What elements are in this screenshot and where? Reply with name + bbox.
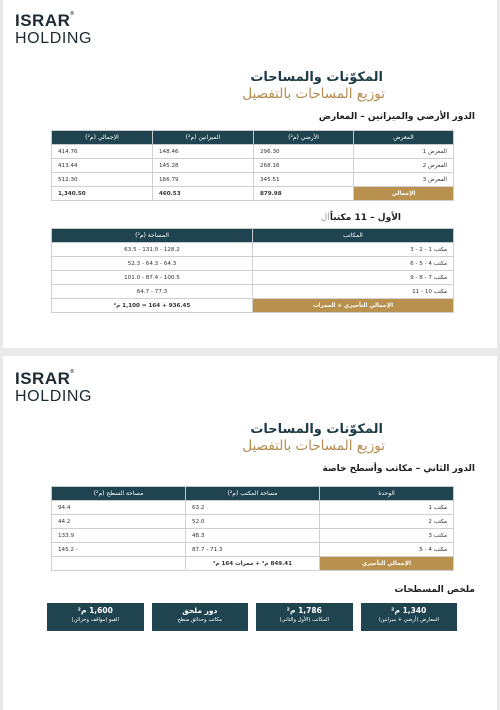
table-cell: 849.41 م² + ممرات 164 م² [186, 557, 320, 571]
section-heading-first-floor: الأول – 11 مكتباًال [320, 213, 401, 223]
table-total-row [52, 299, 454, 313]
column-header: الوحدة [320, 487, 454, 501]
summary-heading: ملخص المسطحات [394, 585, 475, 595]
section-heading-second-floor: الدور الثاني – مكاتب وأسطح خاصة [322, 464, 475, 474]
card-caption: مكاتب وحدائق سطح [177, 617, 223, 623]
table-cell: 879.98 [254, 187, 354, 201]
table-cell: مكتب 1 [320, 501, 454, 515]
column-header: المعرض [354, 131, 454, 145]
table-row [52, 501, 454, 515]
table-cell: 145.28 [153, 159, 254, 173]
table-cell: 44.2 [52, 515, 186, 529]
table-cell: مكتب 4 - 5 [320, 543, 454, 557]
table-cell: 133.9 [52, 529, 186, 543]
table-row [52, 515, 454, 529]
showrooms-table [51, 130, 454, 201]
israr-holding-logo: ISRAR® HOLDING [15, 11, 93, 47]
table-cell: 100.5 - 87.4 - 101.0 [52, 271, 253, 285]
table-cell: 63.2 [186, 501, 320, 515]
table-cell: 268.16 [254, 159, 354, 173]
total-label: الإجمالي التأجيري [320, 557, 454, 571]
table-cell: 64.3 - 64.3 - 52.3 [52, 257, 253, 271]
table-cell: 77.3 - 64.7 [52, 285, 253, 299]
table-row [52, 271, 454, 285]
page-title: المكوّنات والمساحات [250, 70, 383, 85]
card-caption: المكاتب (الأول والثاني) [279, 617, 329, 623]
table-header-row [52, 229, 454, 243]
column-header: مساحة المكتب (م²) [186, 487, 320, 501]
table-cell: مكتب 1 - 2 - 3 [253, 243, 454, 257]
summary-card-annex [152, 603, 249, 631]
israr-holding-logo: ISRAR® HOLDING [15, 369, 93, 405]
summary-cards [47, 603, 457, 631]
table-cell [52, 557, 186, 571]
table-cell: 414.76 [52, 145, 153, 159]
table-row [52, 529, 454, 543]
section-heading-ground-mezzanine: الدور الأرضي والميزانين – المعارض [318, 112, 475, 122]
table-cell: 128.2 - 131.0 - 63.5 [52, 243, 253, 257]
table-header-row [52, 487, 454, 501]
table-cell: المعرض 2 [354, 159, 454, 173]
total-label: الإجمالي التأجيري + الممرات [253, 299, 454, 313]
column-header: مساحة السطح (م²) [52, 487, 186, 501]
page-subtitle: توزيع المساحات بالتفصيل [242, 438, 385, 454]
card-value: 1,786 م² [286, 606, 322, 615]
table-row [52, 543, 454, 557]
table-cell: المعرض 1 [354, 145, 454, 159]
summary-card-showrooms [361, 603, 458, 631]
second-floor-table [51, 486, 454, 571]
card-value: 1,600 م² [77, 606, 113, 615]
column-header: المكاتب [253, 229, 454, 243]
table-cell: مكتب 3 [320, 529, 454, 543]
summary-card-offices [256, 603, 353, 631]
table-total-row [52, 557, 454, 571]
table-cell: مكتب 2 [320, 515, 454, 529]
table-header-row [52, 131, 454, 145]
table-total-row [52, 187, 454, 201]
card-caption: القبو (مواقف وخزائن) [71, 617, 119, 623]
first-floor-offices-table [51, 228, 454, 313]
table-cell: 148.46 [153, 145, 254, 159]
table-cell: المعرض 3 [354, 173, 454, 187]
table-cell: 345.51 [254, 173, 354, 187]
column-header: الميزانين (م²) [153, 131, 254, 145]
column-header: الإجمالي (م²) [52, 131, 153, 145]
table-row [52, 257, 454, 271]
table-cell: مكتب 10 - 11 [253, 285, 454, 299]
table-row [52, 285, 454, 299]
table-cell: 296.30 [254, 145, 354, 159]
table-cell: 145.2 - [52, 543, 186, 557]
card-caption: المعارض (أرضي + ميزانين) [378, 617, 439, 623]
table-cell: مكتب 7 - 8 - 9 [253, 271, 454, 285]
table-cell: 94.4 [52, 501, 186, 515]
table-row [52, 145, 454, 159]
page-2 [3, 356, 497, 710]
column-header: الأرضي (م²) [254, 131, 354, 145]
table-cell: 166.79 [153, 173, 254, 187]
card-value: دور ملحق [182, 606, 218, 615]
total-label: الإجمالي [354, 187, 454, 201]
table-cell: 936.45 + 164 = 1,100 م² [52, 299, 253, 313]
table-cell: 460.53 [153, 187, 254, 201]
table-cell: 1,340.50 [52, 187, 153, 201]
summary-card-basement [47, 603, 144, 631]
page-title: المكوّنات والمساحات [250, 422, 383, 437]
table-cell: 48.3 [186, 529, 320, 543]
table-cell: 87.7 - 71.3 [186, 543, 320, 557]
card-value: 1,340 م² [391, 606, 427, 615]
table-row [52, 173, 454, 187]
column-header: المساحة (م²) [52, 229, 253, 243]
table-cell: مكتب 4 - 5 - 6 [253, 257, 454, 271]
table-row [52, 159, 454, 173]
page-subtitle: توزيع المساحات بالتفصيل [242, 86, 385, 102]
table-cell: 52.0 [186, 515, 320, 529]
page-1 [3, 0, 497, 348]
table-cell: 413.44 [52, 159, 153, 173]
table-cell: 512.30 [52, 173, 153, 187]
table-row [52, 243, 454, 257]
